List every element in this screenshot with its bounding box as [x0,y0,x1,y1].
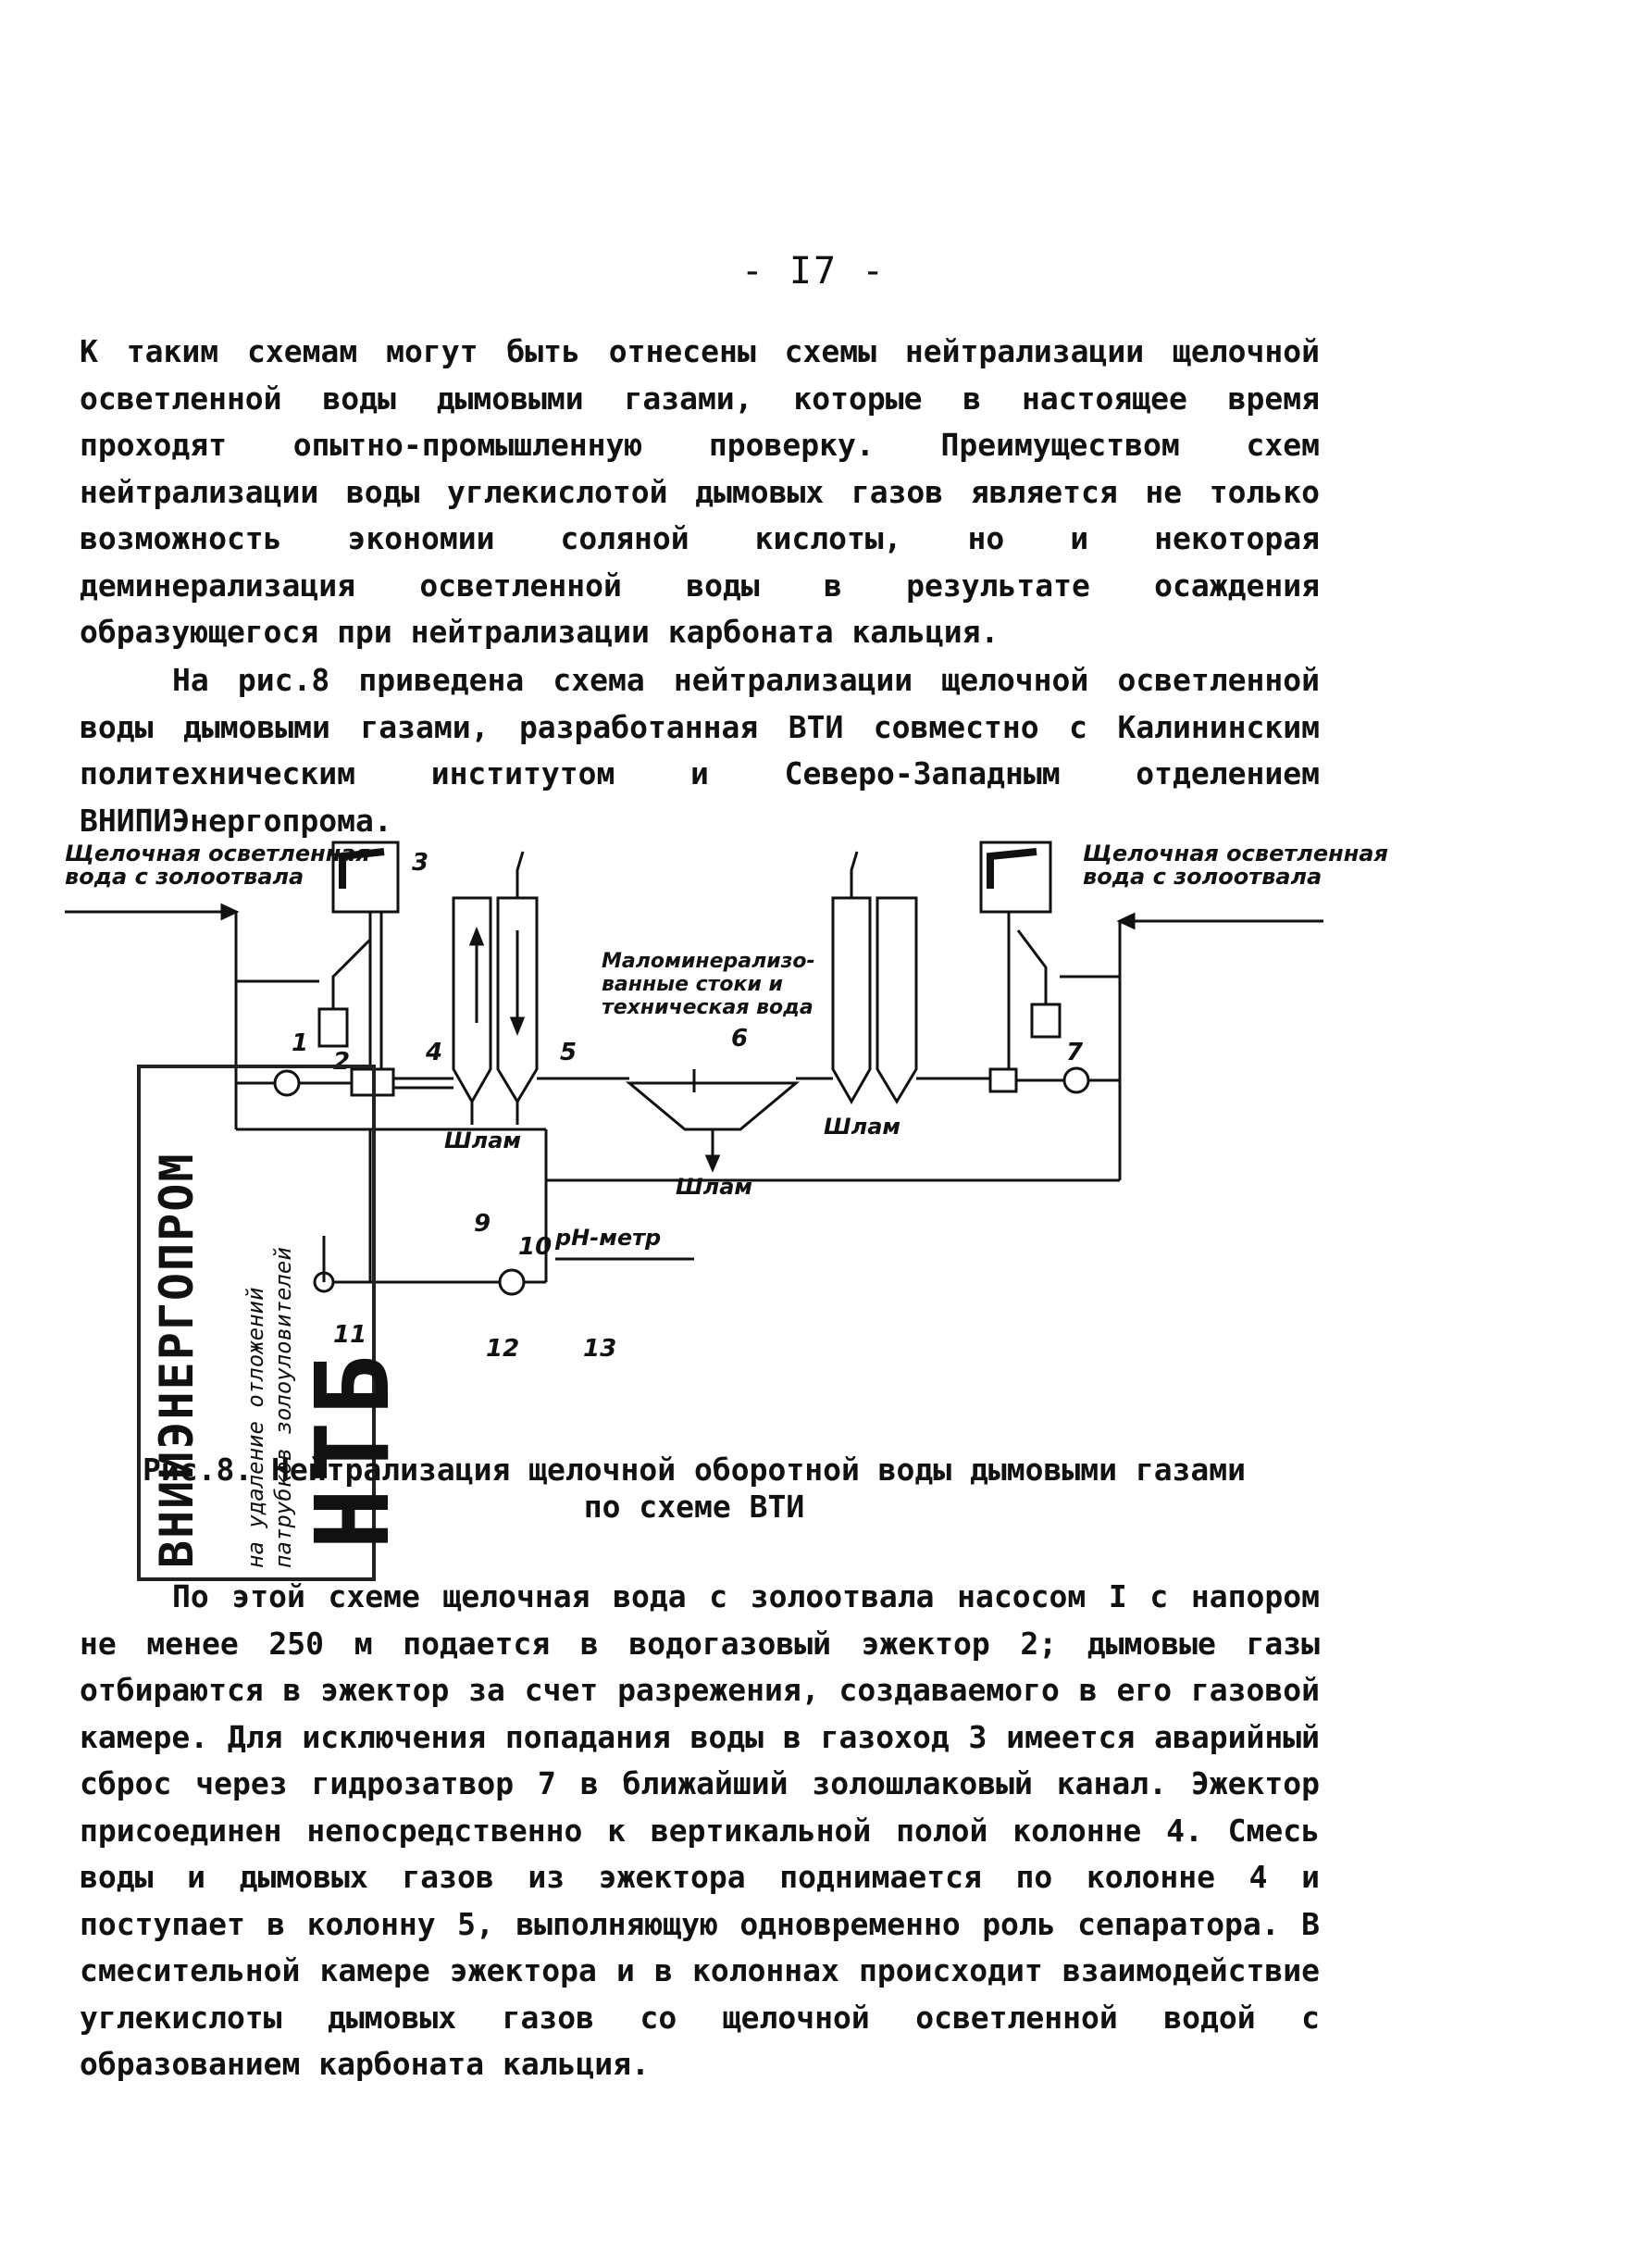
stamp-note-1: на удаление отложений [242,1287,268,1568]
sludge-label-right: Шлам [824,1114,901,1140]
stamp-note-2: патрубков золоуловителей [270,1247,296,1568]
label-4: 4 [426,1039,443,1066]
label-9: 9 [474,1210,491,1238]
hydroseal-left [319,1009,347,1046]
stamp-organization: ВНИИЭНЕРГОПРОМ [150,1152,204,1568]
label-13: 13 [583,1335,617,1363]
column-5-arrow [512,1018,523,1032]
label-5: 5 [560,1039,578,1066]
label-3: 3 [412,849,429,877]
stamp-big-text: НТБ [293,1349,412,1550]
label-6: 6 [731,1025,749,1053]
column-4-arrow [471,930,482,944]
column-5-vent [517,852,523,898]
sludge-label-left: Шлам [444,1128,522,1153]
page-number: - I7 - [740,250,887,293]
tank-sludge-arrow [707,1156,718,1169]
gas-duct-right-mark [990,852,1037,889]
paragraph-figure-reference: На рис.8 приведена схема нейтрализации щелочной осветленной воды дымовыми газами, разработанная ВТИ совместно с Калининским политехническим институтом и Северо-Западным отделением ВНИПИЭнергопрома. [80,662,1320,839]
label-1: 1 [292,1029,309,1057]
figure-caption-line-2: по схеме ВТИ [583,1489,805,1525]
column-right-2 [877,898,916,1102]
low-mineral-label-1: Маломинерализо- [602,950,815,973]
pump-12 [500,1270,524,1294]
ejector-right [990,1069,1016,1091]
left-inlet-arrow [222,905,236,918]
label-12: 12 [486,1335,520,1363]
column-right-1 [833,898,870,1102]
inlet-right-label-2: вода с золоотвала [1083,864,1323,890]
figure-caption-line-1: Рис.8. Нейтрализация щелочной оборотной воды дымовыми газами [142,1452,1247,1488]
label-10: 10 [518,1233,553,1261]
label-2: 2 [333,1048,351,1076]
sludge-label-tank: Шлам [676,1174,753,1200]
label-7: 7 [1066,1039,1084,1066]
tank-6 [629,1083,796,1129]
inlet-right-label-1: Щелочная осветленная [1083,841,1388,866]
paragraph-intro: К таким схемам могут быть отнесены схемы нейтрализации щелочной осветленной воды дымовыми газами, которые в настоящее время проходят опытно-промышленную проверку. Преимуществом схем нейтрализации воды углекислотой дымовых газов является не только возможность экономии соляной кислоты, но и некоторая деминерализация осветленной воды в результате осаждения образующегося при нейтрализации карбоната кальция. [80,333,1320,650]
seal-pipe-left [333,940,370,1009]
paragraph-scheme-description: По этой схеме щелочная вода с золоотвала насосом I с напором не менее 250 м подается в водогазовый эжектор 2; дымовые газы отбираются в эжектор за счет разрежения, создаваемого в его газовой камере. Для исключения попадания воды в газоход 3 имеется аварийный сброс через гидрозатвор 7 в ближайший золошлаковый канал. Эжектор присоединен непосредственно к вертикальной полой колонне 4. Смесь воды и дымовых газов из эжектора поднимается по колонне 4 и поступает в колонну 5, выполняющую одновременно роль сепаратора. В смесительной камере эжектора и в колоннах происходит взаимодействие углекислоты дымовых газов со щелочной осветленной водой с образованием карбоната кальция. [80,1578,1320,2082]
label-11: 11 [333,1321,367,1349]
low-mineral-label-3: техническая вода [602,996,814,1019]
ph-meter-label: pH-метр [555,1225,662,1251]
column-4 [453,898,491,1102]
column-right-vent [851,852,857,898]
pump-right [1064,1068,1088,1092]
right-inlet-arrow [1120,915,1134,928]
figure-caption [111,1452,1277,1526]
inlet-left-label-1: Щелочная осветленная [65,841,370,866]
seal-pipe-right [1018,930,1046,1004]
inlet-left-label-2: вода с золоотвала [65,864,304,890]
low-mineral-label-2: ванные стоки и [602,973,783,996]
hydroseal-7 [1032,1004,1060,1037]
